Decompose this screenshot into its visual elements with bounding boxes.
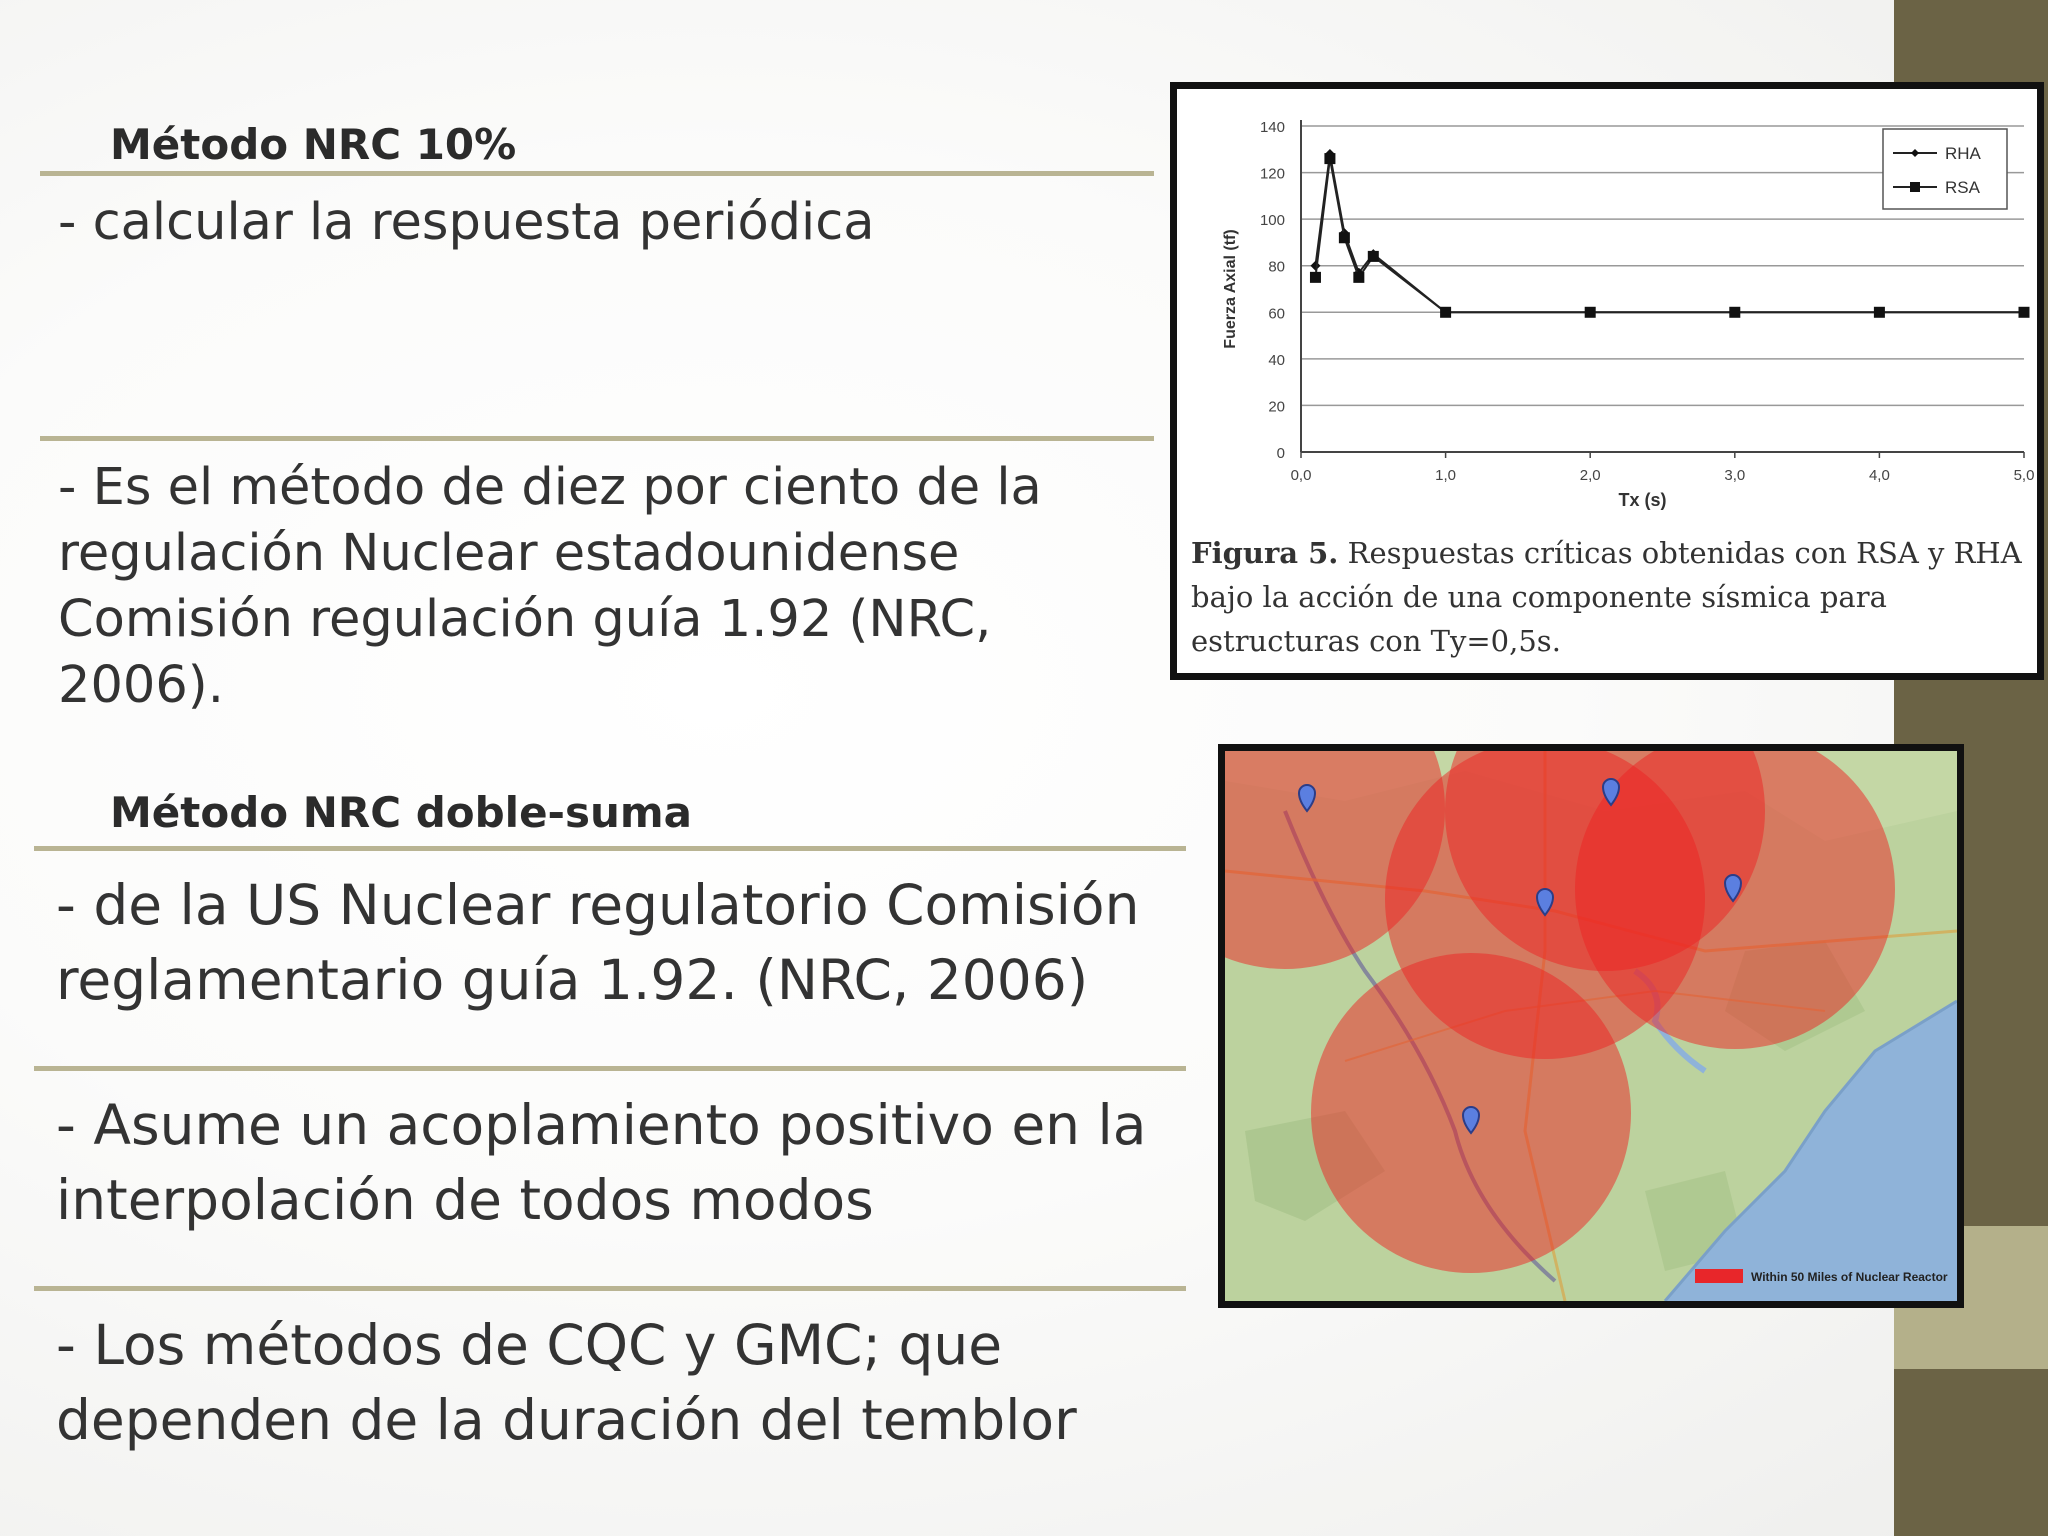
- figure-caption: [1191, 531, 2041, 663]
- x-tick-label: 1,0: [1435, 467, 1457, 484]
- section1-rule-top: [40, 171, 1154, 176]
- line-chart: [1177, 89, 2037, 529]
- data-point-rsa: [1339, 232, 1350, 243]
- legend-label-rha: RHA: [1945, 144, 1981, 163]
- data-point-rsa: [1368, 251, 1379, 262]
- section2-title: Método NRC doble-suma: [110, 788, 692, 837]
- section1-title: Método NRC 10%: [110, 120, 517, 169]
- x-tick-label: 0,0: [1290, 467, 1312, 484]
- data-point-rsa: [2019, 307, 2030, 318]
- legend-marker-rsa: [1910, 182, 1920, 192]
- legend-box: [1883, 129, 2007, 209]
- data-point-rsa: [1353, 272, 1364, 283]
- nuclear-map: [1218, 744, 1964, 1308]
- section1-bullet-2: - Es el método de diez por ciento de la regulación Nuclear estadounidense Comisión regulación guía 1.92 (NRC, 2006).: [58, 458, 1042, 715]
- section2-rule-top: [34, 846, 1186, 851]
- section1-rule-middle: [40, 436, 1154, 441]
- figure-label: Figura 5.: [1191, 536, 1339, 570]
- data-point-rsa: [1310, 272, 1321, 283]
- decorative-sidebar-bottom: [1894, 1369, 2048, 1536]
- y-tick-label: 100: [1259, 212, 1285, 230]
- data-point-rsa: [1729, 307, 1740, 318]
- data-point-rsa: [1324, 153, 1335, 164]
- x-tick-label: 5,0: [2013, 467, 2035, 484]
- section1-bullet-1: - calcular la respuesta periódica: [58, 193, 875, 252]
- x-axis-label: Tx (s): [1618, 490, 1667, 510]
- figure-caption-text: Respuestas críticas obtenidas con RSA y RHA bajo la acción de una componente sísmica para estructuras con Ty=0,5s.: [1191, 536, 2022, 658]
- data-point-rsa: [1874, 307, 1885, 318]
- x-tick-label: 2,0: [1579, 467, 1601, 484]
- map-legend-label: Within 50 Miles of Nuclear Reactor: [1751, 1270, 1948, 1284]
- data-point-rsa: [1440, 307, 1451, 318]
- chart-figure: [1170, 82, 2044, 680]
- section2-bullet-2: - Asume un acoplamiento positivo en la interpolación de todos modos: [56, 1093, 1147, 1232]
- legend-label-rsa: RSA: [1945, 178, 1980, 197]
- y-tick-label: 120: [1259, 165, 1285, 183]
- y-tick-label: 40: [1268, 351, 1285, 369]
- y-tick-label: 0: [1276, 445, 1285, 462]
- x-tick-label: 4,0: [1868, 467, 1890, 484]
- section2-bullet-1: - de la US Nuclear regulatorio Comisión reglamentario guía 1.92. (NRC, 2006): [56, 873, 1140, 1012]
- y-axis-label: Fuerza Axial (tf): [1222, 229, 1239, 349]
- y-tick-label: 20: [1268, 398, 1285, 416]
- section2-bullet-3: - Los métodos de CQC y GMC; que dependen de la duración del temblor: [56, 1313, 1077, 1452]
- map-legend-swatch: [1695, 1269, 1743, 1283]
- data-point-rsa: [1585, 307, 1596, 318]
- y-tick-label: 80: [1268, 258, 1285, 276]
- y-tick-label: 60: [1268, 305, 1285, 323]
- map-graphic: [1225, 751, 1957, 1301]
- section2-rule-3: [34, 1286, 1186, 1291]
- section2-rule-2: [34, 1066, 1186, 1071]
- x-tick-label: 3,0: [1724, 467, 1746, 484]
- y-tick-label: 140: [1259, 119, 1285, 136]
